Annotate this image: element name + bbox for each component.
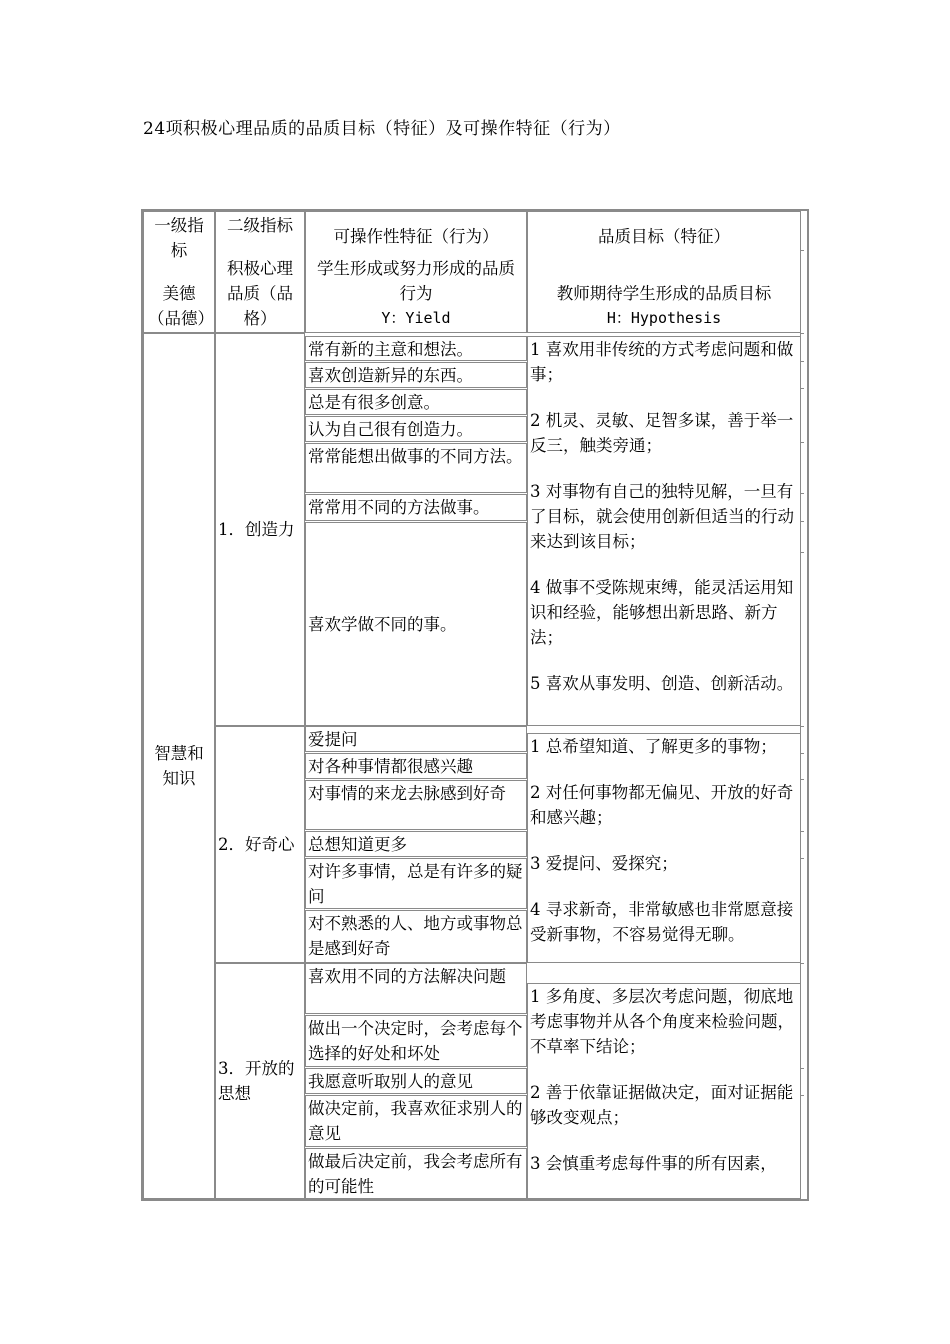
table-rule [801,521,804,522]
table-rule [801,388,804,389]
strength-cell [215,963,305,1199]
behavior-item: 常有新的主意和想法。 [305,336,527,361]
behavior-item: 做最后决定前，我会考虑所有的可能性 [305,1148,527,1199]
behavior-item: 我愿意听取别人的意见 [305,1068,527,1094]
header-behavior [305,211,527,333]
header-level1-title: 一级指标 [154,216,204,260]
goal-item: 3 会慎重考虑每件事的所有因素， [530,1154,777,1173]
strength-label: 2．好奇心 [218,835,295,854]
goal-item: 3 对事物有自己的独特见解，一旦有了目标，就会使用创新但适当的行动来达到该目标； [530,482,794,551]
strength-cell [215,333,305,726]
table-rule [801,858,804,859]
goal-item: 2 对任何事物都无偏见、开放的好奇和感兴趣； [530,783,794,827]
document-title: 24项积极心理品质的品质目标（特征）及可操作特征（行为） [143,119,621,139]
goal-item: 1 喜欢用非传统的方式考虑问题和做事； [530,340,794,384]
table-rule [801,361,804,362]
goal-item: 1 多角度、多层次考虑问题，彻底地考虑事物并从各个角度来检验问题，不草率下结论； [530,987,794,1056]
header-level2 [215,211,305,333]
goal-item: 4 做事不受陈规束缚，能灵活运用知识和经验，能够想出新思路、新方法； [530,578,794,647]
behavior-item: 对不熟悉的人、地方或事物总是感到好奇 [305,910,527,963]
table-rule [801,493,804,494]
behavior-text: 喜欢学做不同的事。 [308,614,457,634]
goal-item: 2 善于依靠证据做决定，面对证据能够改变观点； [530,1083,794,1127]
behavior-item: 对各种事情都很感兴趣 [305,753,527,779]
virtue-label: 智慧和知识 [154,744,204,788]
behavior-item: 爱提问 [305,726,527,752]
goal-cell [527,983,801,1199]
goal-item: 4 寻求新奇，非常敏感也非常愿意接受新事物，不容易觉得无聊。 [530,900,794,944]
header-level1-subtitle: 美德（品德） [148,284,214,328]
behavior-item: 常常能想出做事的不同方法。 [305,443,527,493]
goal-item: 2 机灵、灵敏、足智多谋，善于举一反三，触类旁通； [530,411,794,455]
header-level2-subtitle: 积极心理品质（品格） [227,259,293,328]
header-goal-desc: 教师期待学生形成的品质目标 [556,284,772,303]
strength-label: 3．开放的思想 [218,1059,295,1103]
table-rule [801,1068,804,1069]
behavior-item: 对事情的来龙去脉感到好奇 [305,780,527,830]
strength-label: 1．创造力 [218,520,295,539]
behavior-item: 喜欢创造新异的东西。 [305,362,527,388]
virtue-cell [143,333,215,1199]
table-rule [801,250,804,251]
table-rule [801,963,804,964]
table-rule [801,552,804,553]
table-rule [801,779,804,780]
table-rule [801,726,804,727]
header-level2-title: 二级指标 [227,216,293,235]
table-rule [801,333,804,334]
behavior-item: 总想知道更多 [305,831,527,857]
table-rule [801,1095,804,1096]
table-rule [801,753,804,754]
header-goal-code: H：Hypothesis [606,309,722,327]
table-right-rule [800,209,801,1201]
behavior-item: 认为自己很有创造力。 [305,416,527,442]
behavior-item [305,522,527,726]
behavior-item: 做出一个决定时，会考虑每个选择的好处和坏处 [305,1015,527,1067]
behavior-item: 喜欢用不同的方法解决问题 [305,963,527,1014]
header-level1 [143,211,215,333]
behavior-item: 总是有很多创意。 [305,389,527,415]
behavior-item: 对许多事情，总是有许多的疑问 [305,858,527,909]
goal-item: 5 喜欢从事发明、创造、创新活动。 [530,674,794,693]
goal-cell [527,733,801,963]
goal-item: 1 总希望知道、了解更多的事物； [530,737,777,756]
header-goal [527,211,801,333]
goal-item: 3 爱提问、爱探究； [530,854,678,873]
header-behavior-code: Y：Yield [381,309,451,327]
goal-cell [527,336,801,726]
table-rule [801,831,804,832]
strength-cell [215,726,305,963]
header-behavior-title: 可操作性特征（行为） [333,227,499,246]
header-behavior-desc: 学生形成或努力形成的品质行为 [317,259,515,303]
behavior-item: 做决定前，我喜欢征求别人的意见 [305,1095,527,1147]
header-goal-title: 品质目标（特征） [598,227,730,246]
behavior-item: 常常用不同的方法做事。 [305,494,527,521]
table-rule [801,442,804,443]
